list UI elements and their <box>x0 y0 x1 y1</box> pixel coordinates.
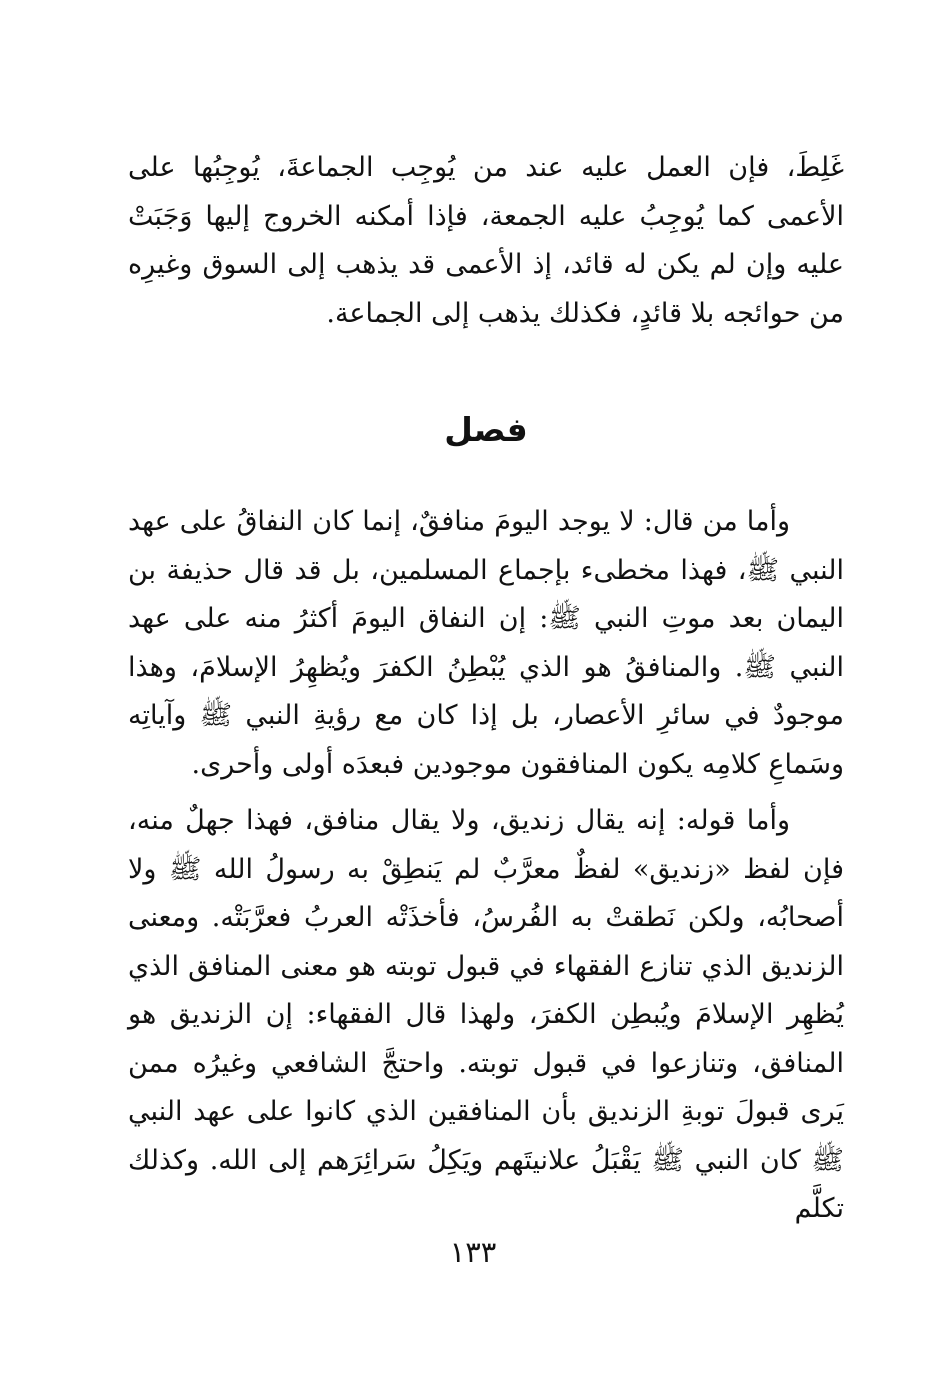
section-heading: فصل <box>444 410 528 449</box>
paragraph-zindiq: وأما قوله: إنه يقال زنديق، ولا يقال منافق، فهذا جهلٌ منه، فإن لفظ «زنديق» لفظٌ معرَّبٌ لم يَنطِقْ به رسولُ الله ﷺ ولا أصحابُه، ولكن نَطقتْ به الفُرسُ، فأخذَتْه العربُ فعرَّبَتْه. ومعنى الزنديق الذي تنازع الفقهاء في قبول توبته هو معنى المنافق الذي يُظهِر الإسلامَ ويُبطِن الكفرَ، ولهذا قال الفقهاء: إن الزنديق هو المنافق، وتنازعوا في قبول توبته. واحتجَّ الشافعي وغيرُه ممن يَرى قبولَ توبةِ الزنديق بأن المنافقين الذي كانوا على عهد النبي ﷺ كان النبي ﷺ يَقْبَلُ علانيتَهم ويَكِلُ سَرائِرَهم إلى الله. وكذلك تكلَّم <box>128 805 844 1224</box>
section-heading-container <box>128 404 844 456</box>
top-paragraph: غَلِطَ، فإن العمل عليه عند من يُوجِب الجماعةَ، يُوجِبُها على الأعمى كما يُوجِبُ عليه الجمعة، فإذا أمكنه الخروج إليها وَجَبَتْ عليه وإن لم يكن له قائد، إذ الأعمى قد يذهب إلى السوق وغيرِه من حوائجه بلا قائدٍ، فكذلك يذهب إلى الجماعة. <box>128 152 844 329</box>
page-body <box>128 138 844 1234</box>
paragraph-munafiq: وأما من قال: لا يوجد اليومَ منافقٌ، إنما كان النفاقُ على عهد النبي ﷺ، فهذا مخطىء بإجماع المسلمين، بل قد قال حذيفة بن اليمان بعد موتِ النبي ﷺ: إن النفاق اليومَ أكثرُ منه على عهد النبي ﷺ. والمنافقُ هو الذي يُبْطِنُ الكفرَ ويُظهِرُ الإسلامَ، وهذا موجودٌ في سائرِ الأعصار، بل إذا كان مع رؤيةِ النبي ﷺ وآياتِه وسَماعِ كلامِه يكون المنافقون موجودين فبعدَه أولى وأحرى. <box>128 506 844 780</box>
page-number: ١٣٣ <box>449 1235 497 1269</box>
